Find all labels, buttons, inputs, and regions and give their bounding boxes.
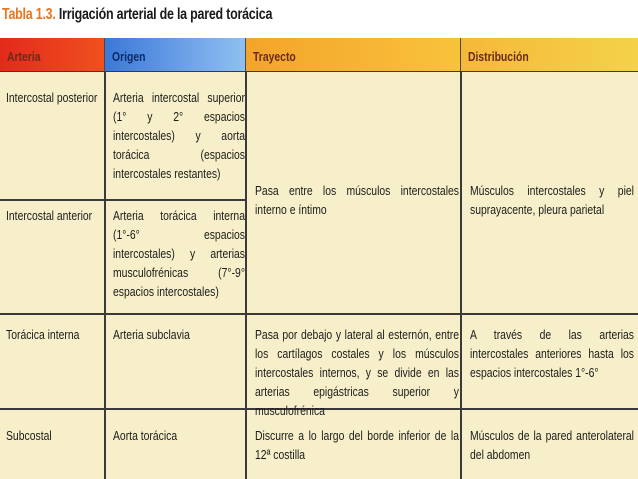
- shared-trayecto: Pasa entre los músculos intercostales interno e íntimo: [255, 183, 459, 217]
- column-divider: [104, 71, 106, 479]
- column-divider: [460, 71, 462, 479]
- row4-distribucion: Músculos de la pared anterolateral del abdomen: [470, 428, 634, 462]
- row3-trayecto: Pasa por debajo y lateral al esternón, entre los cartílagos costales y los músculos intercostales internos, y se divide en las arterias epigástricas superior y musculofrénica: [255, 327, 459, 418]
- header-trayecto: [246, 38, 461, 72]
- row1-arteria: Intercostal posterior: [6, 90, 98, 105]
- shared-distribucion: Músculos intercostales y piel suprayacente, pleura parietal: [470, 183, 634, 217]
- row1-origen: Arteria intercostal superior (1° y 2° espacios intercostales) y aorta torácica (espacios intercostales restantes): [113, 90, 245, 181]
- header-arteria-label: Arteria: [7, 49, 41, 64]
- row3-origen: Arteria subclavia: [113, 327, 190, 342]
- header-distribucion-label: Distribución: [468, 49, 529, 64]
- arterial-irrigation-table: [0, 38, 638, 479]
- header-origen-label: Origen: [112, 49, 146, 64]
- header-trayecto-label: Trayecto: [253, 49, 296, 64]
- column-divider: [245, 71, 247, 479]
- table-number: Tabla 1.3.: [2, 6, 56, 23]
- table-caption: [2, 6, 272, 24]
- header-distribucion: [461, 38, 638, 72]
- row3-arteria: Torácica interna: [6, 327, 80, 342]
- row-divider: [0, 199, 246, 201]
- row4-arteria: Subcostal: [6, 428, 52, 443]
- row2-origen: Arteria torácica interna (1°-6° espacios intercostales) y arterias musculofrénicas (7°-9° espacios intercostales): [113, 208, 245, 299]
- row4-trayecto: Discurre a lo largo del borde inferior de la 12ª costilla: [255, 428, 459, 462]
- row3-distribucion: A través de las arterias intercostales anteriores hasta los espacios intercostales 1°-6°: [470, 327, 634, 380]
- row4-origen: Aorta torácica: [113, 428, 178, 443]
- header-origen: [105, 38, 246, 72]
- row-divider: [0, 313, 638, 315]
- header-arteria: [0, 38, 105, 72]
- table-title: Irrigación arterial de la pared torácica: [58, 6, 273, 23]
- row2-arteria: Intercostal anterior: [6, 208, 93, 223]
